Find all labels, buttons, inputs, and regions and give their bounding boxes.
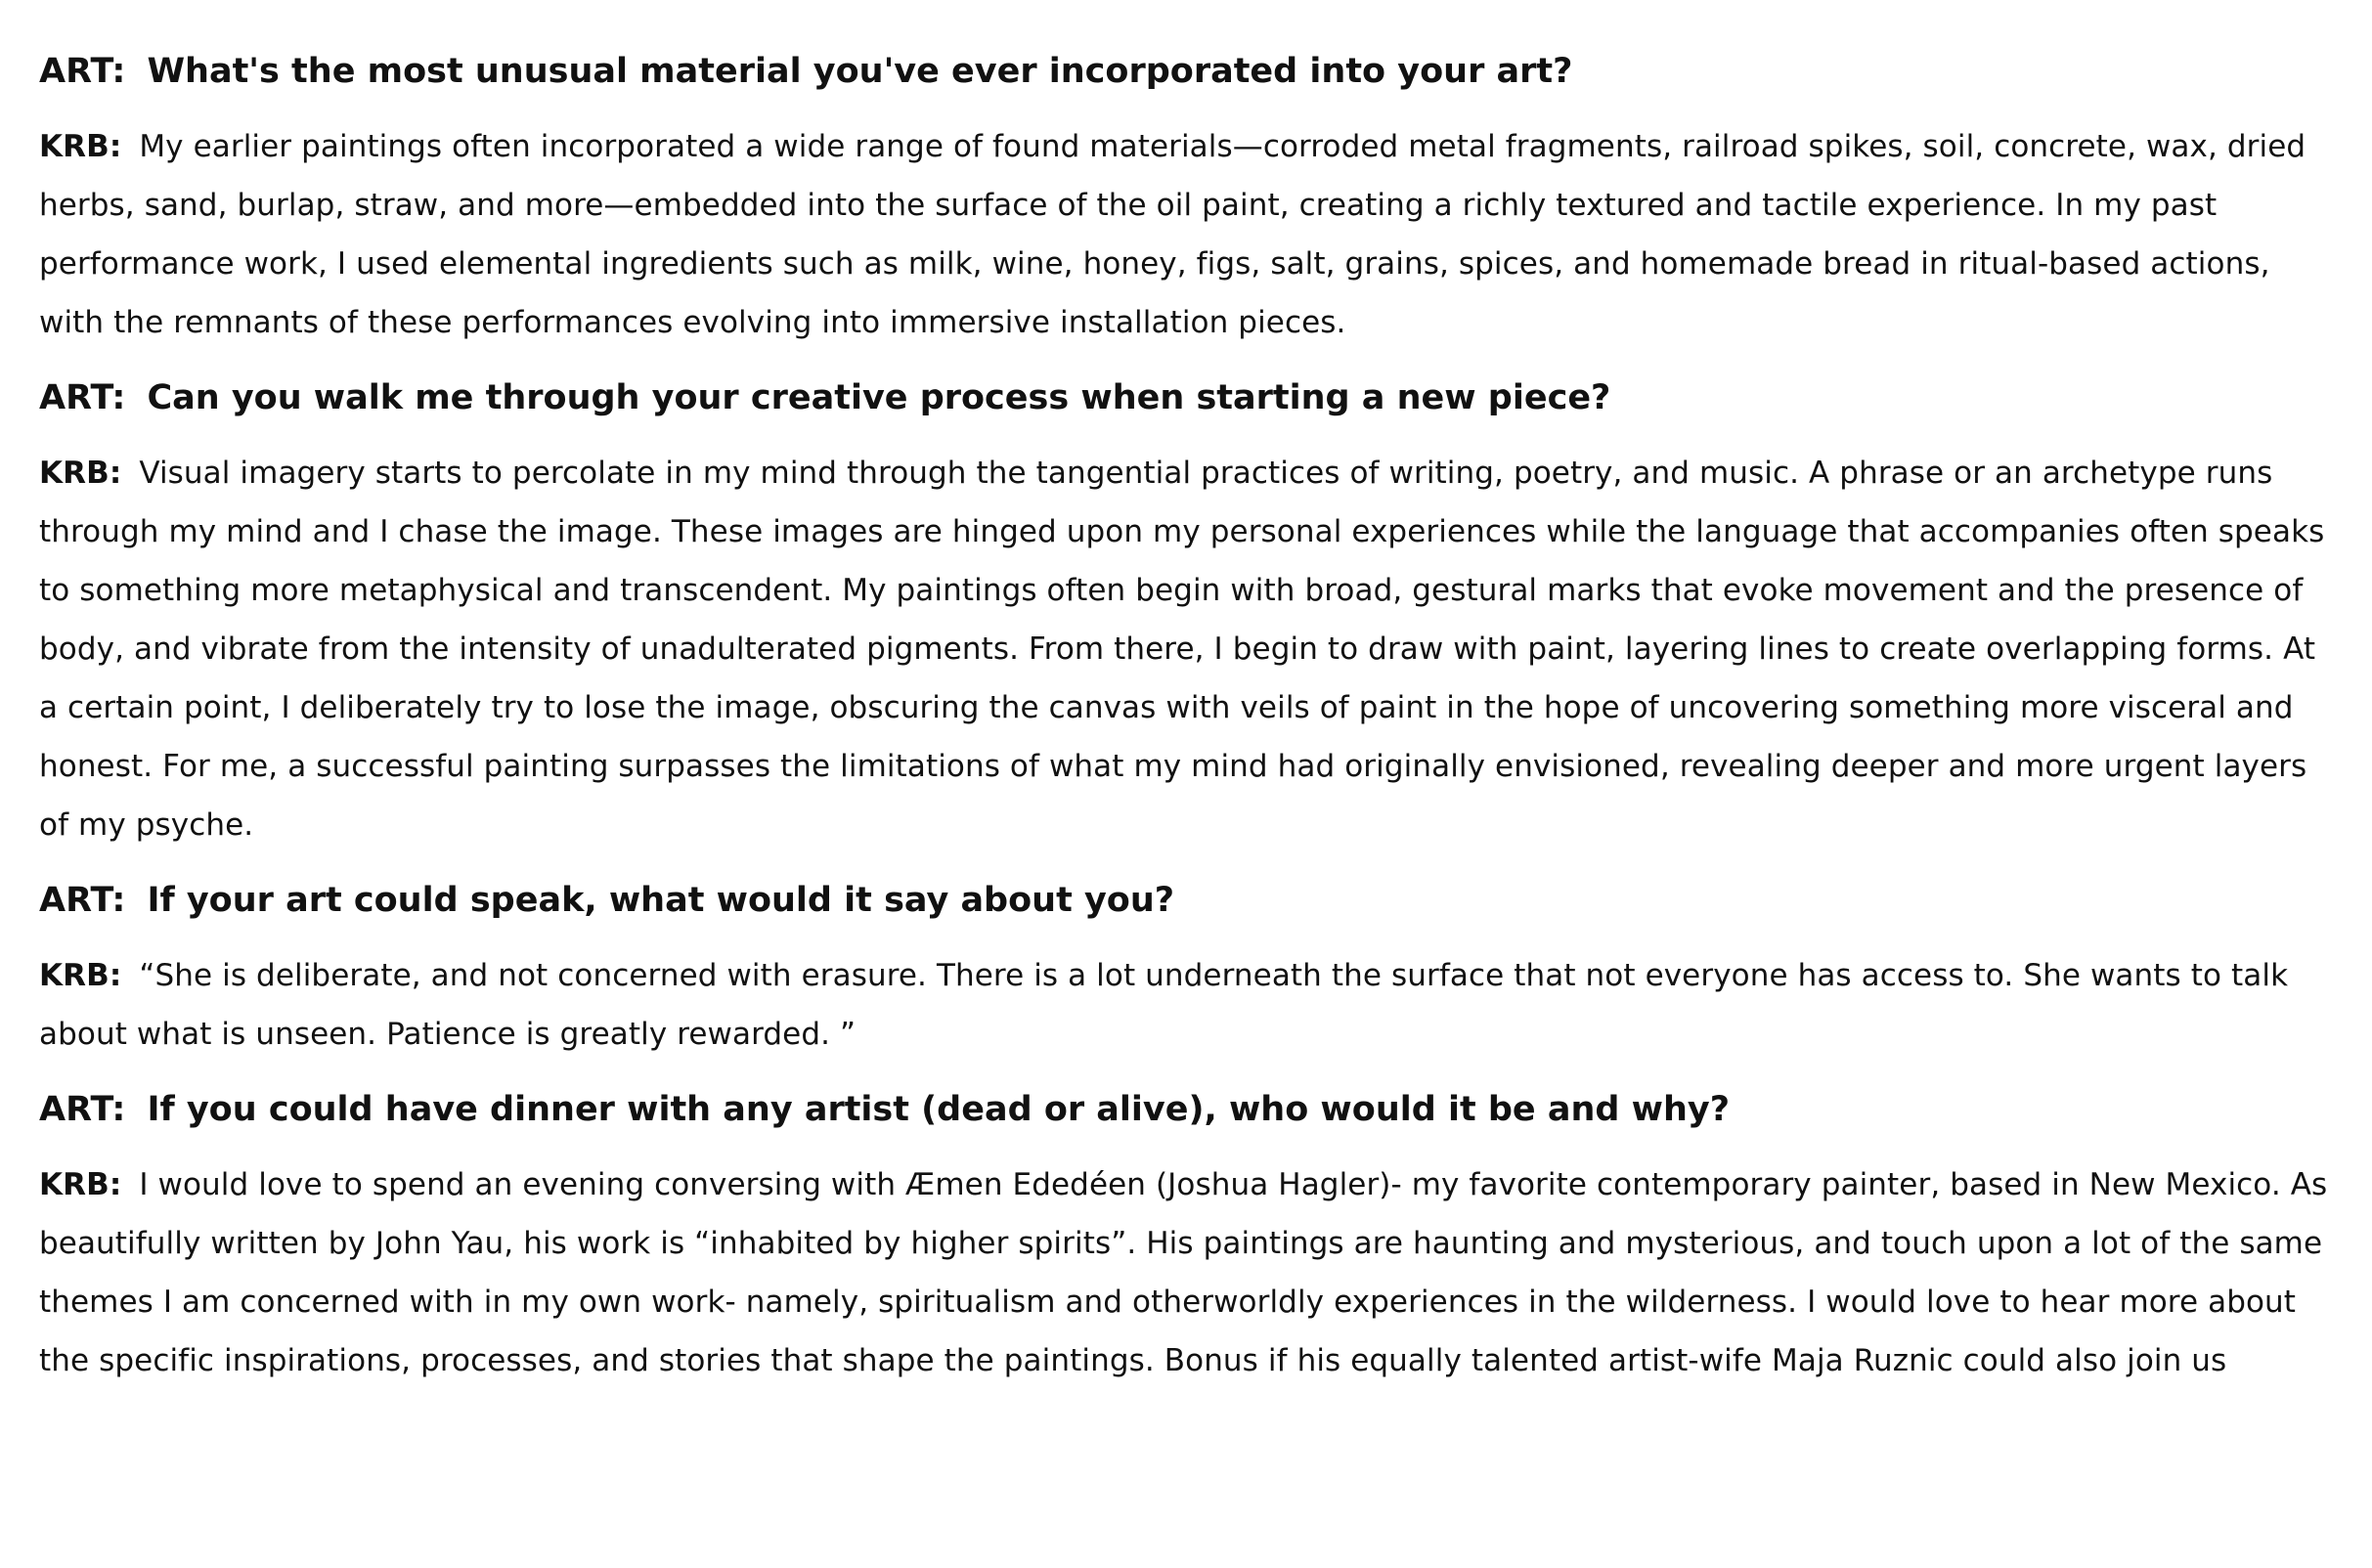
question-4	[39, 1064, 2333, 1155]
question-3	[39, 854, 2333, 946]
answer-text: “She is deliberate, and not concerned with erasure. There is a lot underneath the surface that not everyone has access to. She wants to talk about what is unseen. Patience is greatly rewarded. ”	[39, 958, 2289, 1052]
question-speaker: ART:	[39, 52, 126, 91]
answer-speaker: KRB:	[39, 958, 122, 993]
answer-2	[39, 444, 2333, 854]
answer-text: My earlier paintings often incorporated a wide range of found materials—corroded metal fragments, railroad spikes, soil, concrete, wax, dried herbs, sand, burlap, straw, and more—embedded into the surface of the oil paint, creating a richly textured and tactile experience. In my past performance work, I used elemental ingredients such as milk, wine, honey, figs, salt, grains, spices, and homemade bread in ritual-based actions, with the remnants of these performances evolving into immersive installation pieces.	[39, 129, 2306, 340]
question-1	[39, 25, 2333, 117]
question-speaker: ART:	[39, 1090, 126, 1129]
answer-4	[39, 1155, 2333, 1390]
answer-1	[39, 117, 2333, 352]
answer-3	[39, 946, 2333, 1064]
interview-article	[39, 25, 2333, 1390]
qa-block-3	[39, 854, 2333, 1064]
question-2	[39, 352, 2333, 444]
answer-text: I would love to spend an evening conversing with Æmen Ededéen (Joshua Hagler)- my favorite contemporary painter, based in New Mexico. As beautifully written by John Yau, his work is “inhabited by higher spirits”. His paintings are haunting and mysterious, and touch upon a lot of the same themes I am concerned with in my own work- namely, spiritualism and otherworldly experiences in the wilderness. I would love to hear more about the specific inspirations, processes, and stories that shape the paintings. Bonus if his equally talented artist-wife Maja Ruznic could also join us	[39, 1167, 2328, 1378]
qa-block-4	[39, 1064, 2333, 1390]
question-text: If your art could speak, what would it say about you?	[147, 881, 1175, 920]
answer-speaker: KRB:	[39, 456, 122, 491]
answer-text: Visual imagery starts to percolate in my mind through the tangential practices of writing, poetry, and music. A phrase or an archetype runs through my mind and I chase the image. These images are hinged upon my personal experiences while the language that accompanies often speaks to something more metaphysical and transcendent. My paintings often begin with broad, gestural marks that evoke movement and the presence of body, and vibrate from the intensity of unadulterated pigments. From there, I begin to draw with paint, layering lines to create overlapping forms. At a certain point, I deliberately try to lose the image, obscuring the canvas with veils of paint in the hope of uncovering something more visceral and honest. For me, a successful painting surpasses the limitations of what my mind had originally envisioned, revealing deeper and more urgent layers of my psyche.	[39, 456, 2325, 843]
question-text: Can you walk me through your creative process when starting a new piece?	[147, 378, 1611, 417]
question-text: What's the most unusual material you've ever incorporated into your art?	[147, 52, 1573, 91]
question-text: If you could have dinner with any artist (dead or alive), who would it be and why?	[147, 1090, 1730, 1129]
answer-speaker: KRB:	[39, 129, 122, 164]
question-speaker: ART:	[39, 378, 126, 417]
answer-speaker: KRB:	[39, 1167, 122, 1202]
qa-block-2	[39, 352, 2333, 854]
qa-block-1	[39, 25, 2333, 352]
question-speaker: ART:	[39, 881, 126, 920]
